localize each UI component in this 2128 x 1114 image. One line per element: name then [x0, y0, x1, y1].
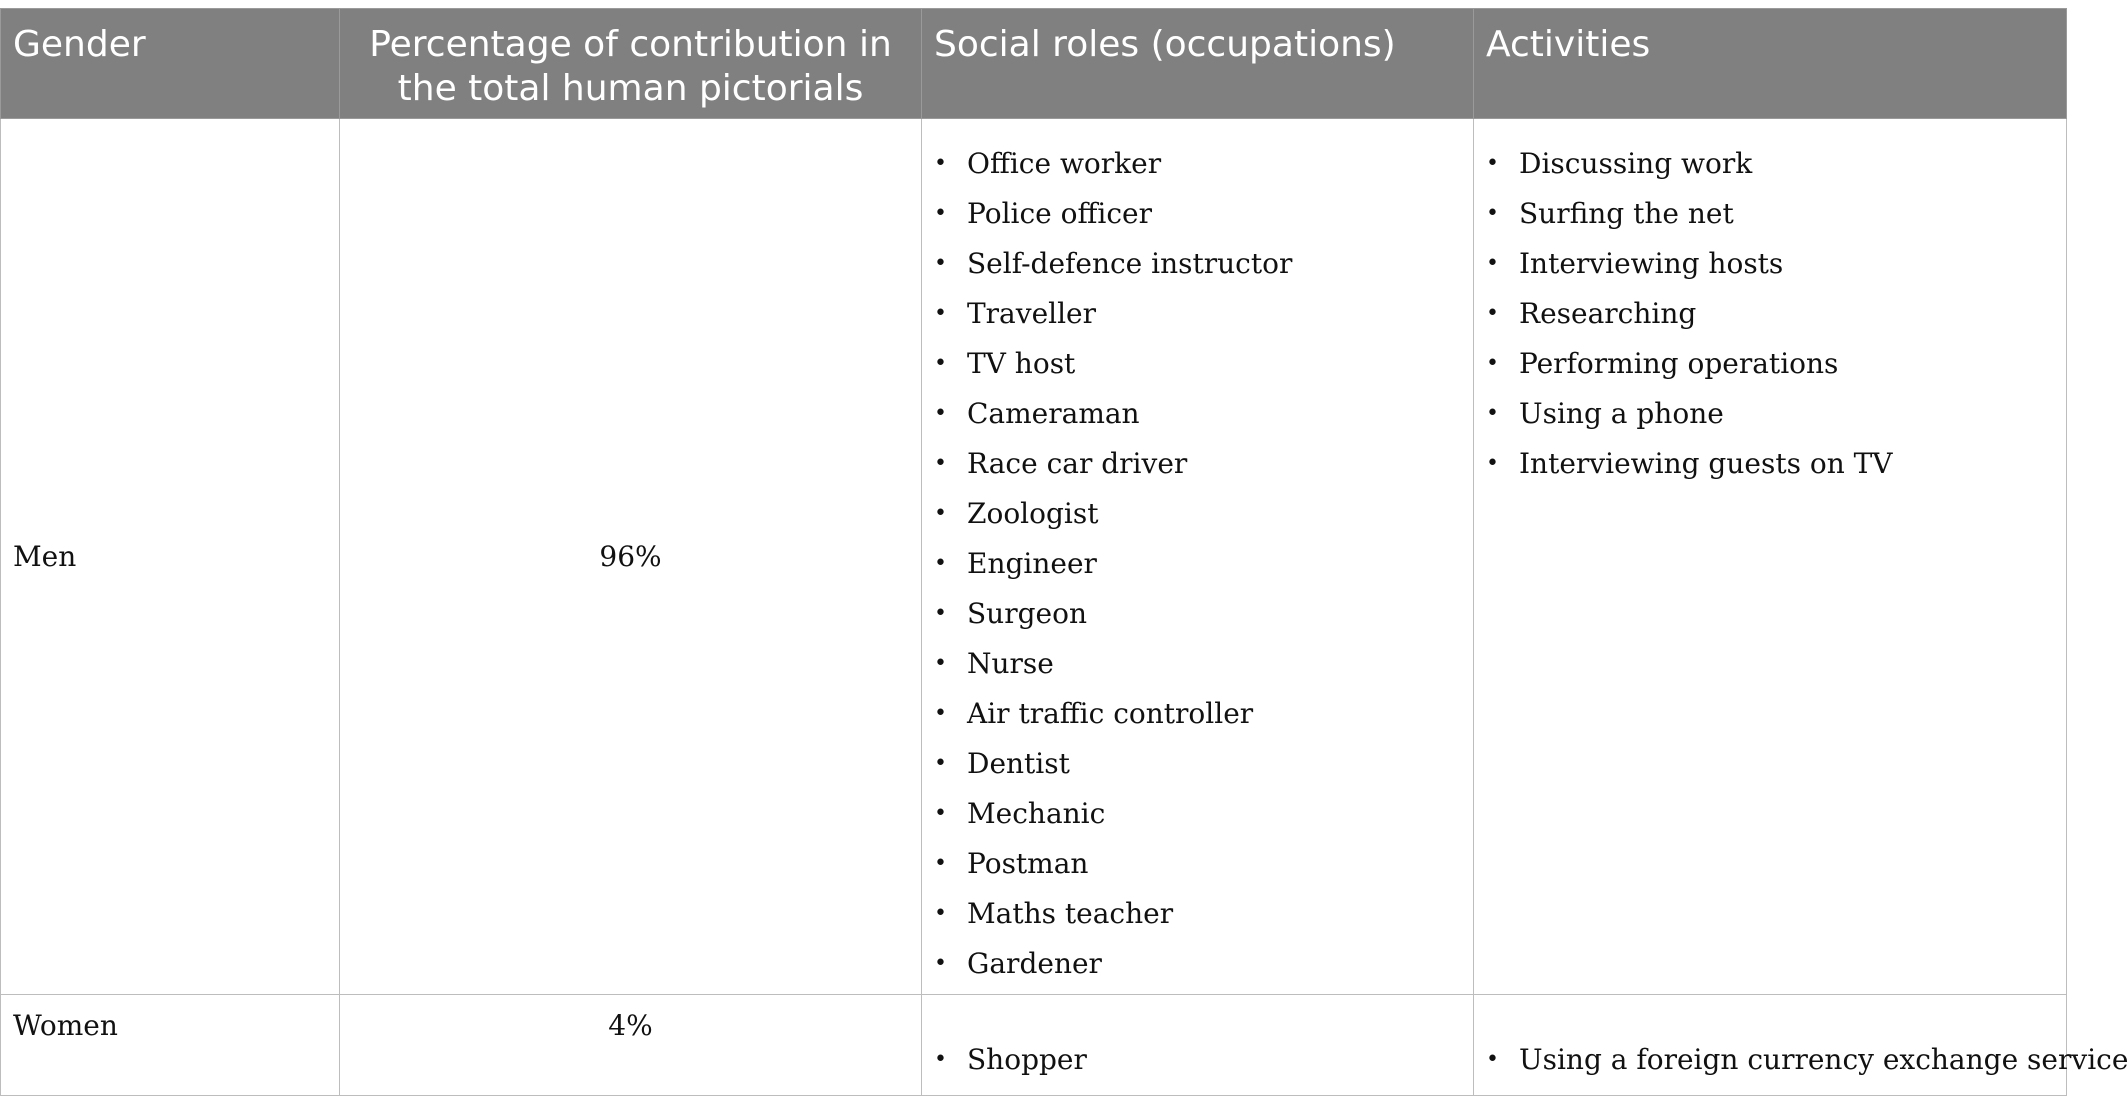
list-item [922, 689, 1473, 739]
list-item-label: Surfing the net [1519, 197, 1734, 230]
list-item [1474, 239, 2066, 289]
list-item-label: Office worker [967, 147, 1162, 180]
list-item [922, 489, 1473, 539]
list-item [1474, 1035, 2128, 1085]
list-item [922, 739, 1473, 789]
bullet-icon: • [934, 401, 947, 426]
list-item [922, 189, 1473, 239]
list-item-label: Interviewing hosts [1519, 247, 1784, 280]
header-activities: Activities [1474, 9, 2067, 119]
bullet-icon: • [1486, 151, 1499, 176]
list-item-label: Interviewing guests on TV [1519, 447, 1893, 480]
bullet-icon: • [1486, 201, 1499, 226]
roles-cell [922, 119, 1474, 995]
list-item-label: Discussing work [1519, 147, 1753, 180]
list-item-label: TV host [967, 347, 1076, 380]
roles-cell [922, 995, 1474, 1096]
bullet-icon: • [934, 901, 947, 926]
bullet-icon: • [934, 251, 947, 276]
list-item-label: Using a foreign currency exchange service [1519, 1043, 2128, 1076]
list-item-label: Using a phone [1519, 397, 1724, 430]
roles-list [922, 1035, 1473, 1085]
list-item [922, 1035, 1473, 1085]
list-item-label: Performing operations [1519, 347, 1839, 380]
bullet-icon: • [934, 801, 947, 826]
list-item [922, 389, 1473, 439]
bullet-icon: • [1486, 451, 1499, 476]
bullet-icon: • [934, 1047, 947, 1072]
list-item [1474, 339, 2066, 389]
list-item-label: Cameraman [967, 397, 1140, 430]
bullet-icon: • [934, 751, 947, 776]
header-row [1, 9, 2067, 119]
bullet-icon: • [934, 351, 947, 376]
list-item [922, 939, 1473, 989]
list-item-label: Race car driver [967, 447, 1188, 480]
list-item [922, 339, 1473, 389]
list-item-label: Zoologist [967, 497, 1099, 530]
list-item-label: Self-defence instructor [967, 247, 1293, 280]
list-item-label: Gardener [967, 947, 1102, 980]
list-item [1474, 139, 2066, 189]
bullet-icon: • [934, 301, 947, 326]
bullet-icon: • [1486, 401, 1499, 426]
list-item-label: Police officer [967, 197, 1152, 230]
roles-list [922, 139, 1473, 989]
list-item-label: Surgeon [967, 597, 1087, 630]
table-row-women [1, 995, 2067, 1096]
percentage-cell: 4% [340, 995, 922, 1096]
list-item [922, 789, 1473, 839]
activities-list [1474, 1035, 2128, 1085]
list-item [922, 239, 1473, 289]
header-social-roles: Social roles (occupations) [922, 9, 1474, 119]
activities-list [1474, 139, 2066, 489]
header-percentage: Percentage of contribution in the total human pictorials [340, 9, 922, 119]
list-item [922, 889, 1473, 939]
list-item-label: Shopper [967, 1043, 1087, 1076]
bullet-icon: • [934, 151, 947, 176]
percentage-cell: 96% [340, 119, 922, 995]
bullet-icon: • [1486, 251, 1499, 276]
list-item [922, 139, 1473, 189]
bullet-icon: • [934, 451, 947, 476]
list-item-label: Dentist [967, 747, 1070, 780]
list-item-label: Researching [1519, 297, 1697, 330]
list-item-label: Maths teacher [967, 897, 1174, 930]
list-item-label: Air traffic controller [967, 697, 1254, 730]
activities-cell [1474, 995, 2128, 1096]
list-item [922, 639, 1473, 689]
list-item-label: Engineer [967, 547, 1097, 580]
list-item-label: Mechanic [967, 797, 1106, 830]
list-item [1474, 389, 2066, 439]
list-item [1474, 439, 2066, 489]
gender-cell: Women [1, 995, 340, 1096]
list-item [922, 839, 1473, 889]
bullet-icon: • [934, 951, 947, 976]
bullet-icon: • [1486, 301, 1499, 326]
bullet-icon: • [934, 551, 947, 576]
bullet-icon: • [1486, 351, 1499, 376]
list-item-label: Nurse [967, 647, 1054, 680]
bullet-icon: • [934, 651, 947, 676]
bullet-icon: • [934, 851, 947, 876]
list-item [922, 539, 1473, 589]
header-gender: Gender [1, 9, 340, 119]
bullet-icon: • [934, 501, 947, 526]
bullet-icon: • [934, 601, 947, 626]
list-item-label: Postman [967, 847, 1089, 880]
data-table [0, 8, 2128, 1096]
table-row-men [1, 119, 2067, 995]
list-item [1474, 189, 2066, 239]
bullet-icon: • [934, 201, 947, 226]
bullet-icon: • [1486, 1047, 1499, 1072]
list-item [1474, 289, 2066, 339]
activities-cell [1474, 119, 2067, 995]
list-item [922, 439, 1473, 489]
list-item [922, 589, 1473, 639]
gender-cell: Men [1, 119, 340, 995]
list-item-label: Traveller [967, 297, 1097, 330]
list-item [922, 289, 1473, 339]
bullet-icon: • [934, 701, 947, 726]
